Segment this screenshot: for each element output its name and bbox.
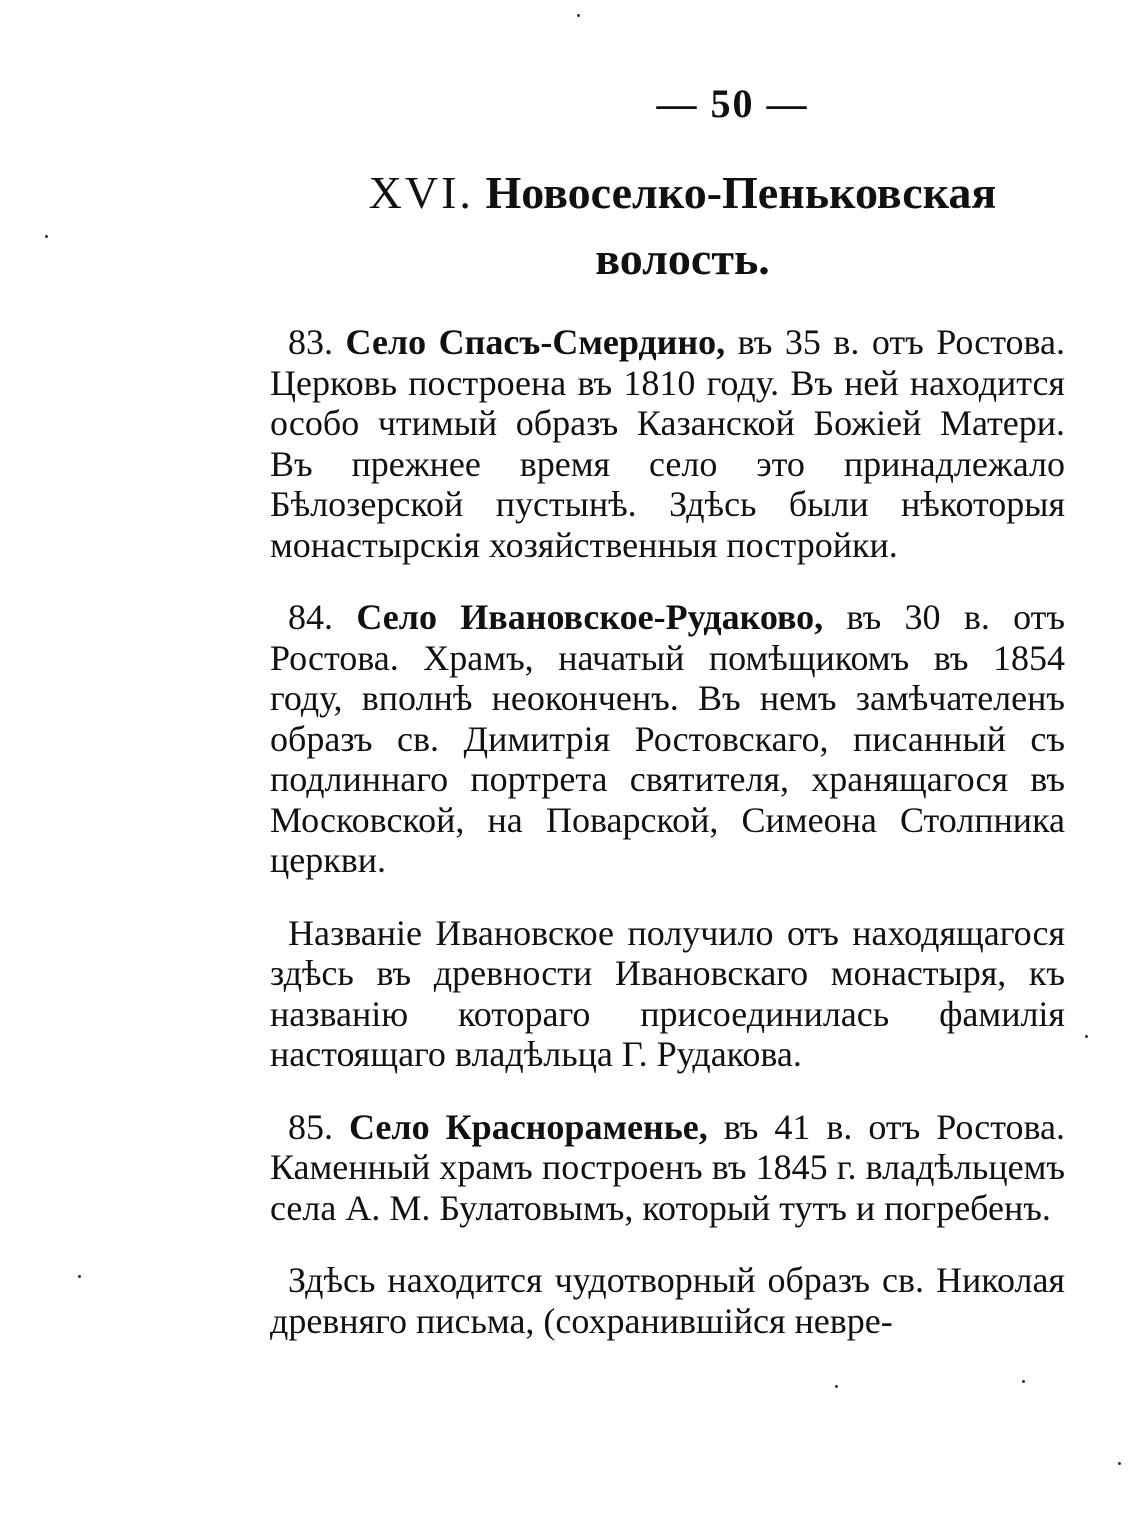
entry-number: 83.: [288, 322, 333, 362]
entry-text: Здѣсь находится чудотворный образъ св. Николая древняго письма, (сохранившійся невре-: [270, 1260, 1065, 1341]
entry-text: въ 30 в. отъ Ростова. Храмъ, начатый помѣщикомъ въ 1854 году, вполнѣ неоконченъ. Въ немъ замѣчателенъ образъ св. Димитрія Ростовскаго, писанный съ подлиннаго портрета святителя, хранящагося въ Московской, на Поварской, Симеона Столпника церкви.: [270, 597, 1066, 880]
entry-85: [270, 1107, 1065, 1229]
entry-name: Село Ивановское-Рудаково,: [356, 597, 824, 637]
section-title: Новоселко-Пеньковская волость.: [485, 167, 997, 284]
page-number: — 50 —: [656, 81, 809, 126]
entry-text: Названіе Ивановское получило отъ находящагося здѣсь въ древности Ивановскаго монастыря, къ названію котораго присоединилась фамилія настоящаго владѣльца Г. Рудакова.: [270, 912, 1065, 1074]
scan-speck: [1118, 1462, 1121, 1465]
entry-text: въ 41 в. отъ Ростова. Каменный храмъ построенъ въ 1845 г. владѣльцемъ села А. М. Булатовымъ, который тутъ и погребенъ.: [270, 1106, 1065, 1228]
entry-name: Село Краснораменье,: [348, 1106, 708, 1147]
entry-83: [270, 322, 1065, 565]
scan-speck: [45, 235, 48, 238]
section-roman-numeral: XVI.: [368, 167, 474, 218]
scan-speck: [577, 14, 580, 17]
entry-name: Село Спасъ-Смердино,: [345, 322, 726, 362]
entry-text: въ 35 в. отъ Ростова. Церковь построена въ 1810 году. Въ ней находится особо чтимый образъ Казанской Божіей Матери. Въ прежнее время село это принадлежало Бѣлозерской пустынѣ. Здѣсь были нѣкоторыя монастырскія хозяйственныя постройки.: [270, 322, 1065, 565]
entry-84-note: [270, 913, 1065, 1075]
scan-speck: [835, 1385, 838, 1388]
entry-number: 85.: [288, 1106, 333, 1147]
entry-number: 84.: [288, 597, 333, 637]
section-heading: [270, 160, 1065, 292]
scan-speck: [78, 1275, 81, 1278]
document-page: [270, 80, 1065, 1373]
scan-speck: [1022, 1380, 1025, 1383]
entry-84: [270, 597, 1065, 881]
entry-85-note: [270, 1260, 1065, 1341]
scan-speck: [1085, 1035, 1088, 1038]
